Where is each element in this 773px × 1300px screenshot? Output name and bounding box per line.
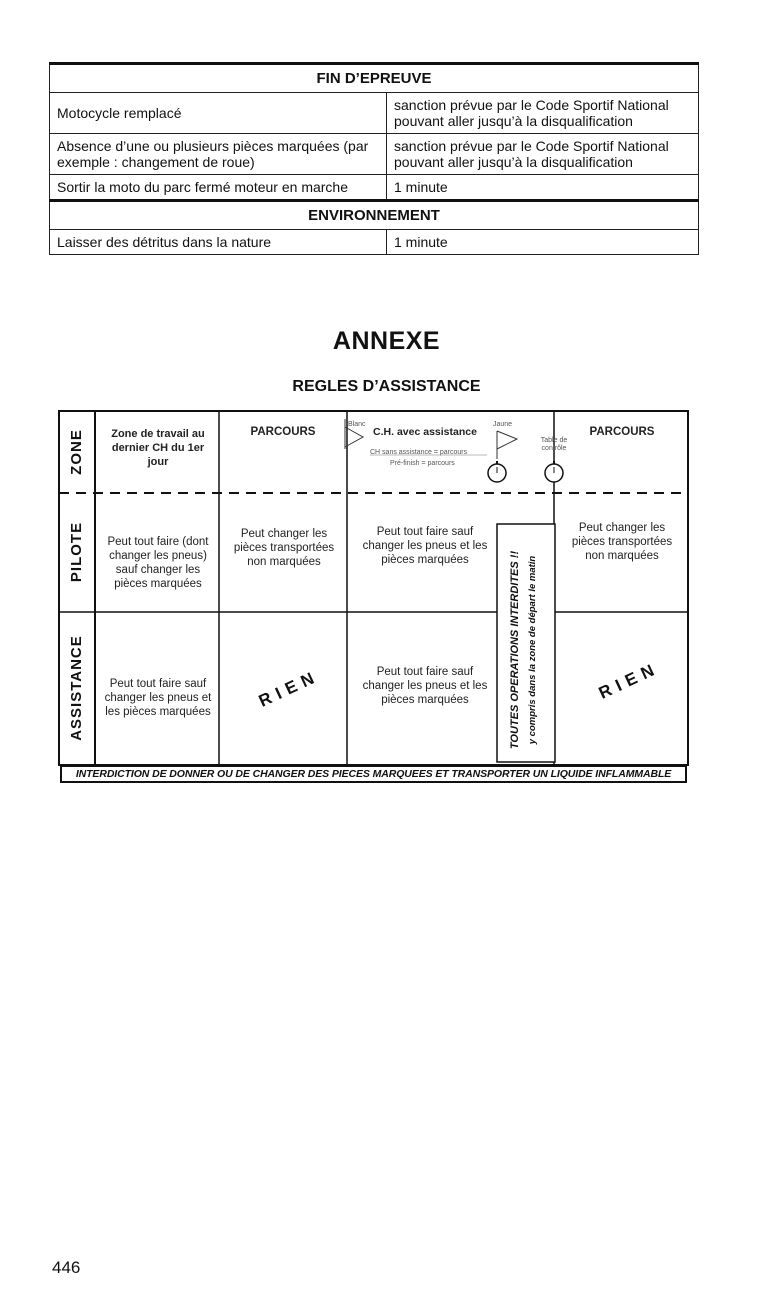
row-label-assistance: ASSISTANCE [68, 635, 85, 741]
blanc-label: Blanc [348, 421, 366, 428]
offense-cell: Absence d’une ou plusieurs pièces marquées (par exemple : changement de roue) [50, 134, 387, 175]
sanction-cell: 1 minute [387, 175, 699, 201]
assistance-rules-diagram [57, 409, 690, 789]
ch-sans-assistance-label: CH sans assistance = parcours [370, 449, 468, 456]
assistance-col3: Peut tout faire sauf changer les pneus et les pièces marquées [362, 666, 488, 706]
pilote-col2: Peut changer les pièces transportées non marquées [233, 528, 335, 568]
jaune-label: Jaune [493, 421, 513, 428]
pilote-col4: Peut changer les pièces transportées non marquées [571, 522, 673, 562]
assistance-col2-rien: RIEN [255, 666, 323, 711]
interdites-line1: TOUTES OPERATIONS INTERDITES !! [509, 550, 521, 750]
interdites-label [506, 532, 546, 768]
pilote-col3: Peut tout faire sauf changer les pneus et les pièces marquées [362, 526, 488, 566]
pilote-col1: Peut tout faire (dont changer les pneus) sauf changer les pièces marquées [107, 536, 209, 590]
penalty-table [49, 62, 699, 255]
row-label-zone: ZONE [68, 429, 85, 475]
page-number: 446 [52, 1258, 81, 1277]
zone-col3: C.H. avec assistance [373, 426, 477, 438]
zone-col1: Zone de travail au dernier CH du 1er jour [111, 428, 205, 468]
section-title-environnement: ENVIRONNEMENT [50, 201, 699, 230]
interdites-line2: y compris dans la zone de départ le matin [527, 555, 538, 745]
assistance-col1: Peut tout faire sauf changer les pneus et les pièces marquées [104, 678, 212, 718]
annexe-title: ANNEXE [332, 327, 441, 355]
table-controle-label: Table de contrôle [540, 437, 568, 452]
sanction-cell: sanction prévue par le Code Sportif National pouvant aller jusqu’à la disqualification [387, 134, 699, 175]
section-title-fin-epreuve: FIN D’EPREUVE [50, 64, 699, 93]
diagram-footer-warning: INTERDICTION DE DONNER OU DE CHANGER DES PIECES MARQUEES ET TRANSPORTER UN LIQUIDE INFLAMMABLE [60, 765, 687, 783]
zone-col2: PARCOURS [250, 426, 316, 438]
annexe-subtitle: REGLES D’ASSISTANCE [292, 378, 481, 395]
offense-cell: Motocycle remplacé [50, 93, 387, 134]
offense-cell: Laisser des détritus dans la nature [50, 230, 387, 255]
sanction-cell: 1 minute [387, 230, 699, 255]
zone-col4: PARCOURS [589, 426, 655, 438]
sanction-cell: sanction prévue par le Code Sportif National pouvant aller jusqu’à la disqualification [387, 93, 699, 134]
row-label-pilote: PILOTE [68, 521, 85, 583]
prefinish-label: Pré-finish = parcours [390, 460, 455, 467]
offense-cell: Sortir la moto du parc fermé moteur en marche [50, 175, 387, 201]
assistance-col4-rien: RIEN [595, 658, 663, 703]
